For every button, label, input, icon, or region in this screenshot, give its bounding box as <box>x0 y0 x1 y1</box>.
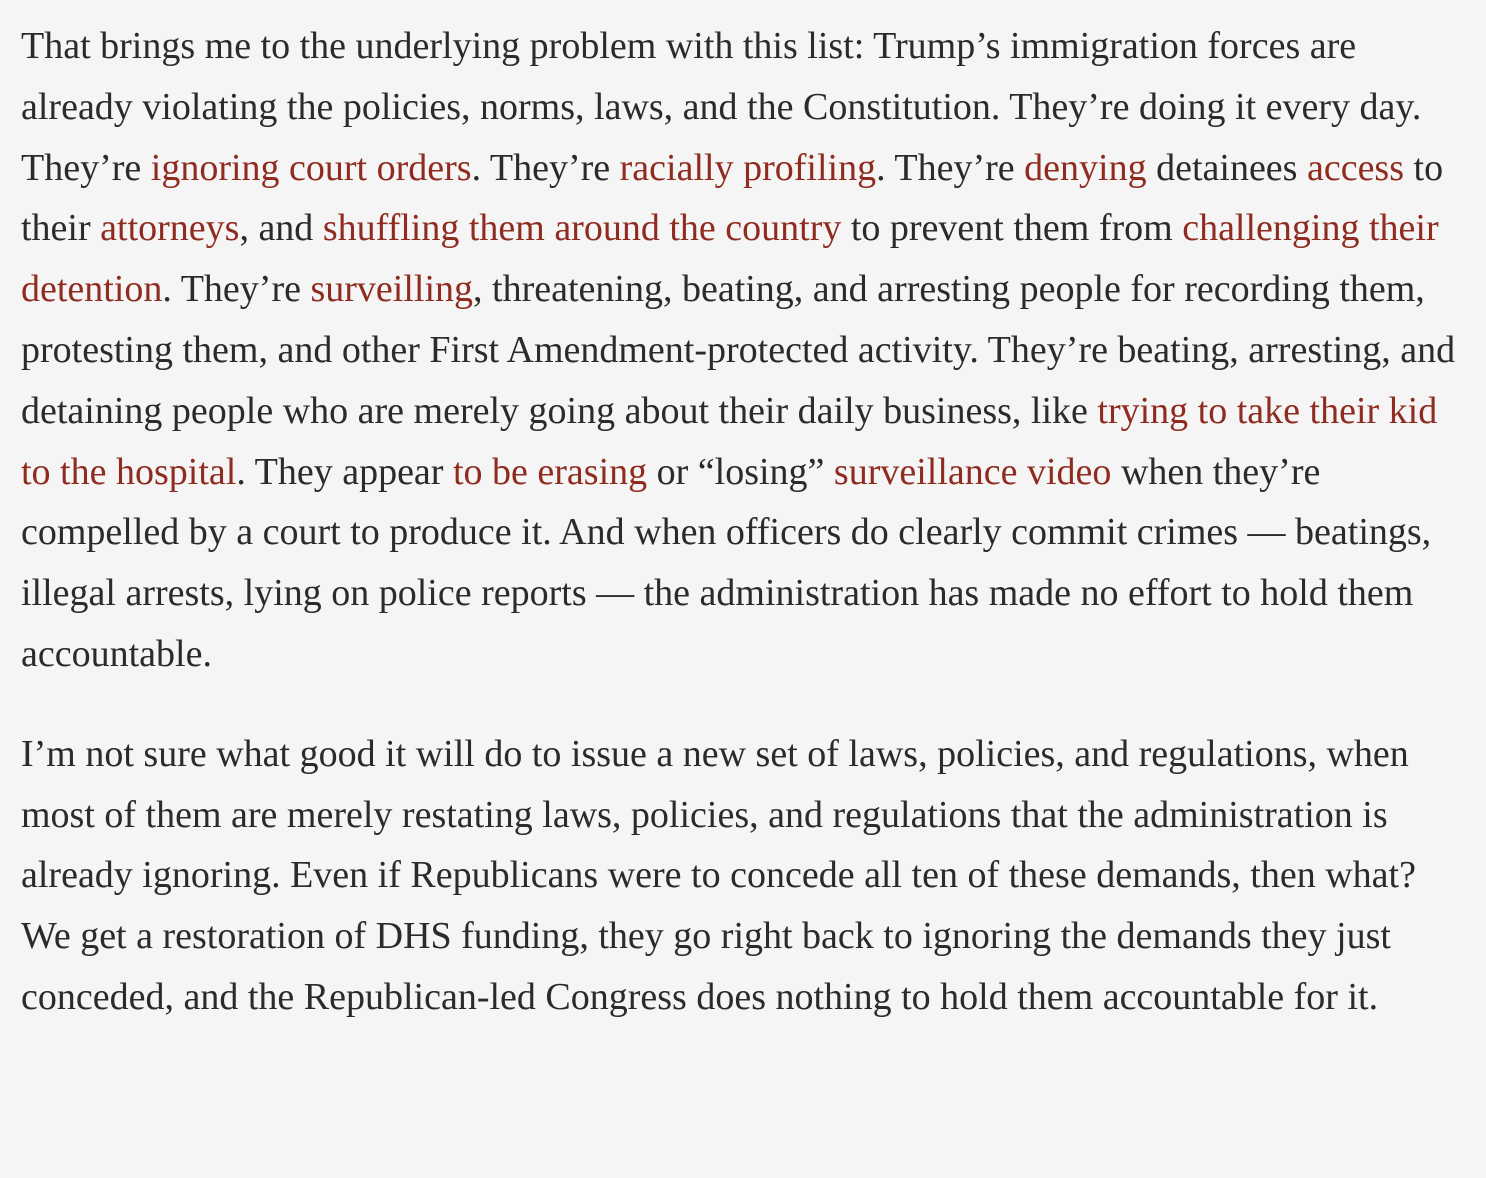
paragraph-text: . They’re <box>162 268 311 311</box>
link-challenging-their-detention[interactable]: challenging their detention <box>21 207 1439 311</box>
link-shuffling-them-around-the-country[interactable]: shuffling them around the country <box>322 207 842 250</box>
paragraph-text: . They appear <box>236 450 453 493</box>
link-surveillance-video[interactable]: surveillance video <box>833 450 1112 493</box>
article-body <box>21 16 1471 1028</box>
link-attorneys[interactable]: attorneys <box>100 207 240 250</box>
paragraph-text: , and <box>239 207 323 250</box>
link-ignoring-court-orders[interactable]: ignoring court orders <box>150 146 472 189</box>
link-access[interactable]: access <box>1306 146 1405 189</box>
link-surveilling[interactable]: surveilling <box>310 268 474 311</box>
link-to-be-erasing[interactable]: to be erasing <box>452 450 648 493</box>
link-trying-to-take-their-kid-to-the-hospital[interactable]: trying to take their kid to the hospital <box>21 389 1438 493</box>
paragraph-text: , threatening, beating, and arresting people for recording them, protesting them, and other First Amendment-protected activity. They’re beating, arresting, and detaining people who are merely going about their daily business, like <box>21 268 1456 432</box>
paragraph-conclusion: I’m not sure what good it will do to issue a new set of laws, policies, and regulations, when most of them are merely restating laws, policies, and regulations that the administration is already ignoring. Even if Republicans were to concede all ten of these demands, then what? We get a restoration of DHS funding, they go right back to ignoring the demands they just conceded, and the Republican-led Congress does nothing to hold them accountable for it. <box>21 732 1416 1018</box>
paragraph-text: or “losing” <box>647 450 834 493</box>
paragraph-text: to their <box>21 146 1444 250</box>
link-racially-profiling[interactable]: racially profiling <box>619 146 877 189</box>
paragraph-text: when they’re compelled by a court to produce it. And when officers do clearly commit crimes — beatings, illegal arrests, lying on police reports — the administration has made no effort to hold them accountable. <box>21 450 1432 675</box>
paragraph-problem <box>21 16 1471 685</box>
paragraph-text: detainees <box>1146 146 1307 189</box>
paragraph-text: to prevent them from <box>841 207 1183 250</box>
link-denying[interactable]: denying <box>1024 146 1147 189</box>
paragraph-text: . They’re <box>876 146 1025 189</box>
paragraph-text: . They’re <box>471 146 620 189</box>
paragraph-text: That brings me to the underlying problem with this list: Trump’s immigration forces are already violating the policies, norms, laws, and the Constitution. They’re doing it every day. They’re <box>21 25 1422 189</box>
